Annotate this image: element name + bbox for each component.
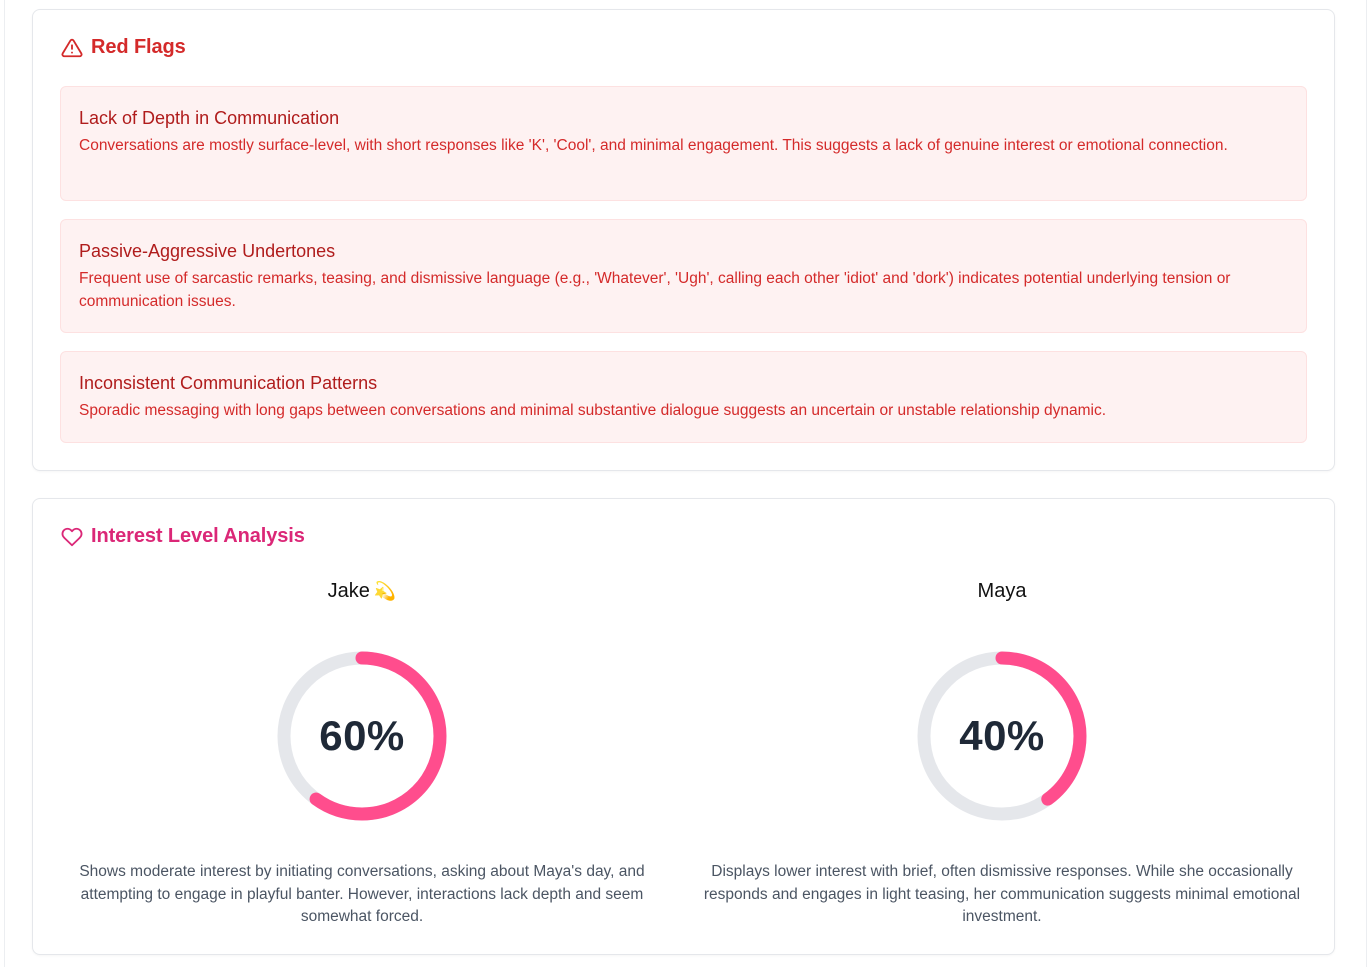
- person-description: Displays lower interest with brief, often dismissive responses. While she occasionally responds and engages in light teasing, her communication suggests minimal emotional investment.: [703, 863, 1301, 925]
- person-maya: [701, 574, 1303, 925]
- interest-percent: 60%: [319, 712, 405, 759]
- person-name-row: [701, 574, 1303, 608]
- red-flag-description: Sporadic messaging with long gaps between conversations and minimal substantive dialogue suggests an uncertain or unstable relationship dynamic.: [79, 402, 1107, 419]
- person-description: Shows moderate interest by initiating conversations, asking about Maya's day, and attempting to engage in playful banter. However, interactions lack depth and seem somewhat forced.: [79, 863, 645, 925]
- interest-header: [61, 525, 305, 548]
- red-flags-title: Red Flags: [91, 36, 186, 58]
- dizzy-emoji-icon: 💫: [373, 581, 397, 601]
- red-flag-title: Passive-Aggressive Undertones: [79, 241, 336, 261]
- red-flag-description: Frequent use of sarcastic remarks, teasing, and dismissive language (e.g., 'Whatever', 'Ugh', calling each other 'idiot' and 'dork') indicates potential underlying tension or communication issues.: [79, 270, 1231, 310]
- page-edge-left: [4, 0, 5, 967]
- alert-triangle-icon: [61, 37, 83, 59]
- red-flag-item: [60, 351, 1307, 443]
- interest-gauge: [912, 646, 1092, 826]
- red-flag-title: Inconsistent Communication Patterns: [79, 373, 378, 393]
- red-flag-title: Lack of Depth in Communication: [79, 108, 340, 128]
- heart-icon: [61, 526, 83, 548]
- person-name: Jake: [327, 580, 370, 602]
- person-name-row: [61, 574, 663, 608]
- interest-percent: 40%: [959, 712, 1045, 759]
- page-edge-right: [1366, 0, 1367, 967]
- interest-title: Interest Level Analysis: [91, 525, 305, 547]
- red-flag-item: [60, 86, 1307, 201]
- interest-analysis-card: [32, 498, 1335, 955]
- red-flags-card: [32, 9, 1335, 471]
- red-flags-header: [61, 36, 186, 59]
- red-flag-item: [60, 219, 1307, 333]
- red-flag-description: Conversations are mostly surface-level, with short responses like 'K', 'Cool', and minimal engagement. This suggests a lack of genuine interest or emotional connection.: [79, 137, 1228, 154]
- person-jake: [61, 574, 663, 925]
- person-name: Maya: [977, 580, 1027, 602]
- interest-gauge: [272, 646, 452, 826]
